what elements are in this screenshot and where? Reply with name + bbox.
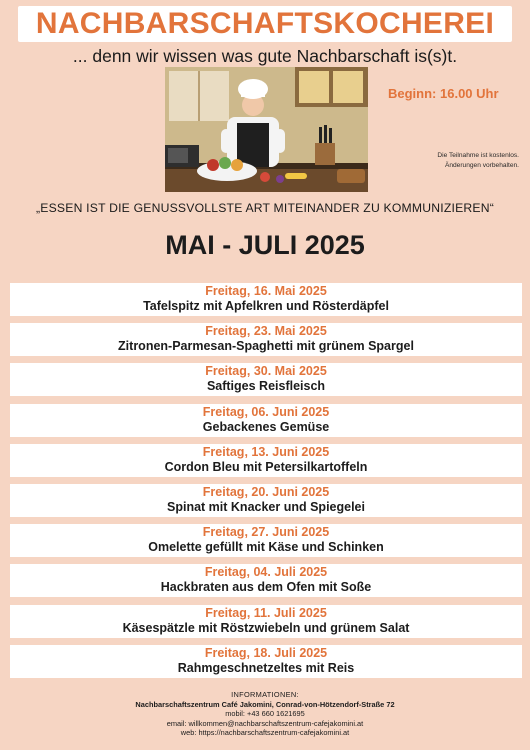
menu-item <box>10 645 522 678</box>
start-time: Beginn: 16.00 Uhr <box>388 86 499 101</box>
menu-date: Freitag, 27. Juni 2025 <box>202 525 330 540</box>
menu-dish: Cordon Bleu mit Petersilkartoffeln <box>164 459 368 474</box>
subtitle: ... denn wir wissen was gute Nachbarschaft is(s)t. <box>72 46 458 66</box>
footer-address: Nachbarschaftszentrum Café Jakomini, Conrad-von-Hötzendorf-Straße 72 <box>135 699 395 709</box>
menu-item <box>10 283 522 316</box>
menu-dish: Gebackenes Gemüse <box>202 419 330 434</box>
menu-list <box>10 283 522 685</box>
menu-date: Freitag, 06. Juni 2025 <box>202 404 330 419</box>
menu-item <box>10 524 522 557</box>
note-free: Die Teilnahme ist kostenlos. <box>437 152 519 159</box>
menu-dish: Spinat mit Knacker und Spiegelei <box>167 499 365 514</box>
footer-heading: INFORMATIONEN: <box>231 690 299 699</box>
menu-dish: Zitronen-Parmesan-Spaghetti mit grünem Spargel <box>118 339 414 354</box>
info-footer <box>0 690 530 738</box>
menu-item <box>10 363 522 396</box>
menu-date: Freitag, 11. Juli 2025 <box>205 605 327 620</box>
menu-item <box>10 564 522 597</box>
menu-dish: Rahmgeschnetzeltes mit Reis <box>177 660 355 675</box>
menu-date: Freitag, 23. Mai 2025 <box>205 324 327 339</box>
menu-date: Freitag, 30. Mai 2025 <box>205 364 327 379</box>
menu-dish: Saftiges Reisfleisch <box>206 379 326 394</box>
period-heading: MAI - JULI 2025 <box>165 230 365 260</box>
footer-email[interactable]: email: willkommen@nachbarschaftszentrum-cafejakomini.at <box>166 718 364 728</box>
footer-mobile: mobil: +43 660 1621695 <box>225 709 305 719</box>
menu-dish: Käsespätzle mit Röstzwiebeln und grünem Salat <box>122 620 410 635</box>
quote: „ESSEN IST DIE GENUSSVOLLSTE ART MITEINANDER ZU KOMMUNIZIEREN“ <box>36 201 494 215</box>
menu-date: Freitag, 04. Juli 2025 <box>204 565 328 580</box>
menu-item <box>10 444 522 477</box>
menu-item <box>10 484 522 517</box>
chef-kitchen-photo <box>165 67 368 192</box>
menu-item <box>10 605 522 638</box>
footer-web[interactable]: web: https://nachbarschaftszentrum-cafejakomini.at <box>180 728 350 738</box>
menu-date: Freitag, 20. Juni 2025 <box>202 484 330 499</box>
menu-date: Freitag, 16. Mai 2025 <box>205 284 327 298</box>
menu-item <box>10 323 522 356</box>
menu-date: Freitag, 18. Juli 2025 <box>204 645 328 660</box>
menu-dish: Hackbraten aus dem Ofen mit Soße <box>160 580 372 595</box>
menu-dish: Omelette gefüllt mit Käse und Schinken <box>148 540 384 555</box>
menu-dish: Tafelspitz mit Apfelkren und Rösterdäpfel <box>143 299 389 313</box>
menu-item <box>10 404 522 437</box>
note-changes: Änderungen vorbehalten. <box>444 162 519 169</box>
menu-date: Freitag, 13. Juni 2025 <box>202 444 330 459</box>
page-title: NACHBARSCHAFTSKOCHEREI <box>35 7 495 40</box>
